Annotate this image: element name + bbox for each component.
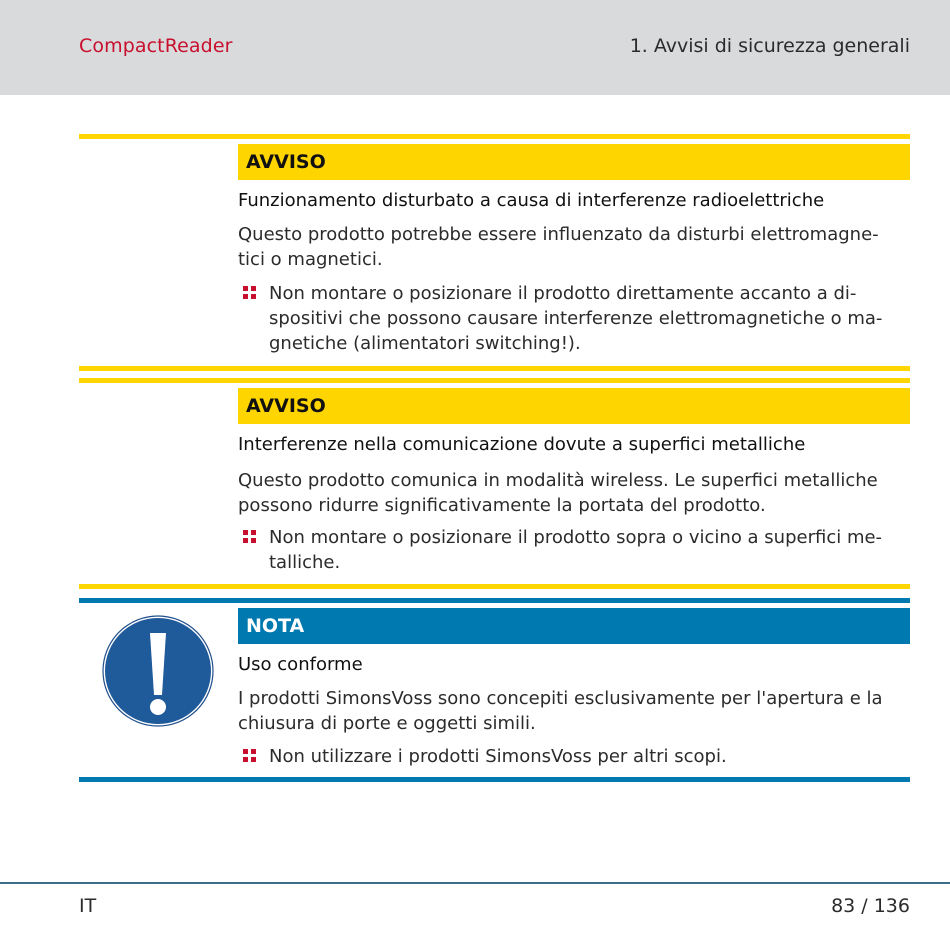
warning-body — [238, 468, 910, 518]
note-body — [238, 686, 910, 736]
body-line: possono ridurre significativamente la portata del prodotto. — [238, 495, 766, 516]
warning-body — [238, 222, 910, 272]
bullet-square-grid-icon — [243, 749, 256, 762]
bullet-text — [269, 744, 910, 769]
body-line: Questo prodotto potrebbe essere influenzato da disturbi elettromagne- — [238, 224, 879, 245]
bullet-line: spositivi che possono causare interferenze elettromagnetiche o ma- — [269, 308, 883, 329]
note-bottom-rule — [79, 777, 910, 782]
body-line: tici o magnetici. — [238, 249, 383, 270]
warning-bottom-rule — [79, 584, 910, 589]
page-header — [0, 0, 950, 95]
note-top-rule — [79, 598, 910, 603]
warning-signal-word: AVVISO — [238, 388, 910, 424]
bullet-text — [269, 281, 910, 356]
bullet-line: Non montare o posizionare il prodotto sopra o vicino a superfici me- — [269, 527, 883, 548]
warning-title: Funzionamento disturbato a causa di interferenze radioelettriche — [238, 190, 825, 211]
product-name: CompactReader — [79, 35, 233, 57]
warning-top-rule — [79, 378, 910, 383]
footer-language: IT — [79, 895, 97, 917]
bullet-text — [269, 525, 910, 575]
warning-notice-2 — [79, 378, 910, 592]
section-title: 1. Avvisi di sicurezza generali — [629, 35, 910, 57]
bullet-line: gnetiche (alimentatori switching!). — [269, 333, 581, 354]
page-number: 83 / 136 — [831, 895, 910, 917]
body-line: I prodotti SimonsVoss sono concepiti esclusivamente per l'apertura e la — [238, 688, 883, 709]
bullet-square-grid-icon — [243, 530, 256, 543]
note-signal-word: NOTA — [238, 608, 910, 644]
exclamation-circle-icon — [102, 615, 214, 727]
bullet-square-grid-icon — [243, 286, 256, 299]
warning-notice-1 — [79, 134, 910, 374]
bullet-line: talliche. — [269, 552, 341, 573]
body-line: Questo prodotto comunica in modalità wireless. Le superfici metalliche — [238, 470, 878, 491]
footer-divider — [0, 882, 950, 884]
warning-top-rule — [79, 134, 910, 139]
info-notice — [79, 598, 910, 784]
body-line: chiusura di porte e oggetti simili. — [238, 713, 536, 734]
note-title: Uso conforme — [238, 654, 363, 675]
bullet-line: Non montare o posizionare il prodotto direttamente accanto a di- — [269, 283, 857, 304]
warning-bottom-rule — [79, 366, 910, 371]
warning-signal-word: AVVISO — [238, 144, 910, 180]
bullet-line: Non utilizzare i prodotti SimonsVoss per altri scopi. — [269, 746, 727, 767]
warning-title: Interferenze nella comunicazione dovute a superfici metalliche — [238, 434, 806, 455]
